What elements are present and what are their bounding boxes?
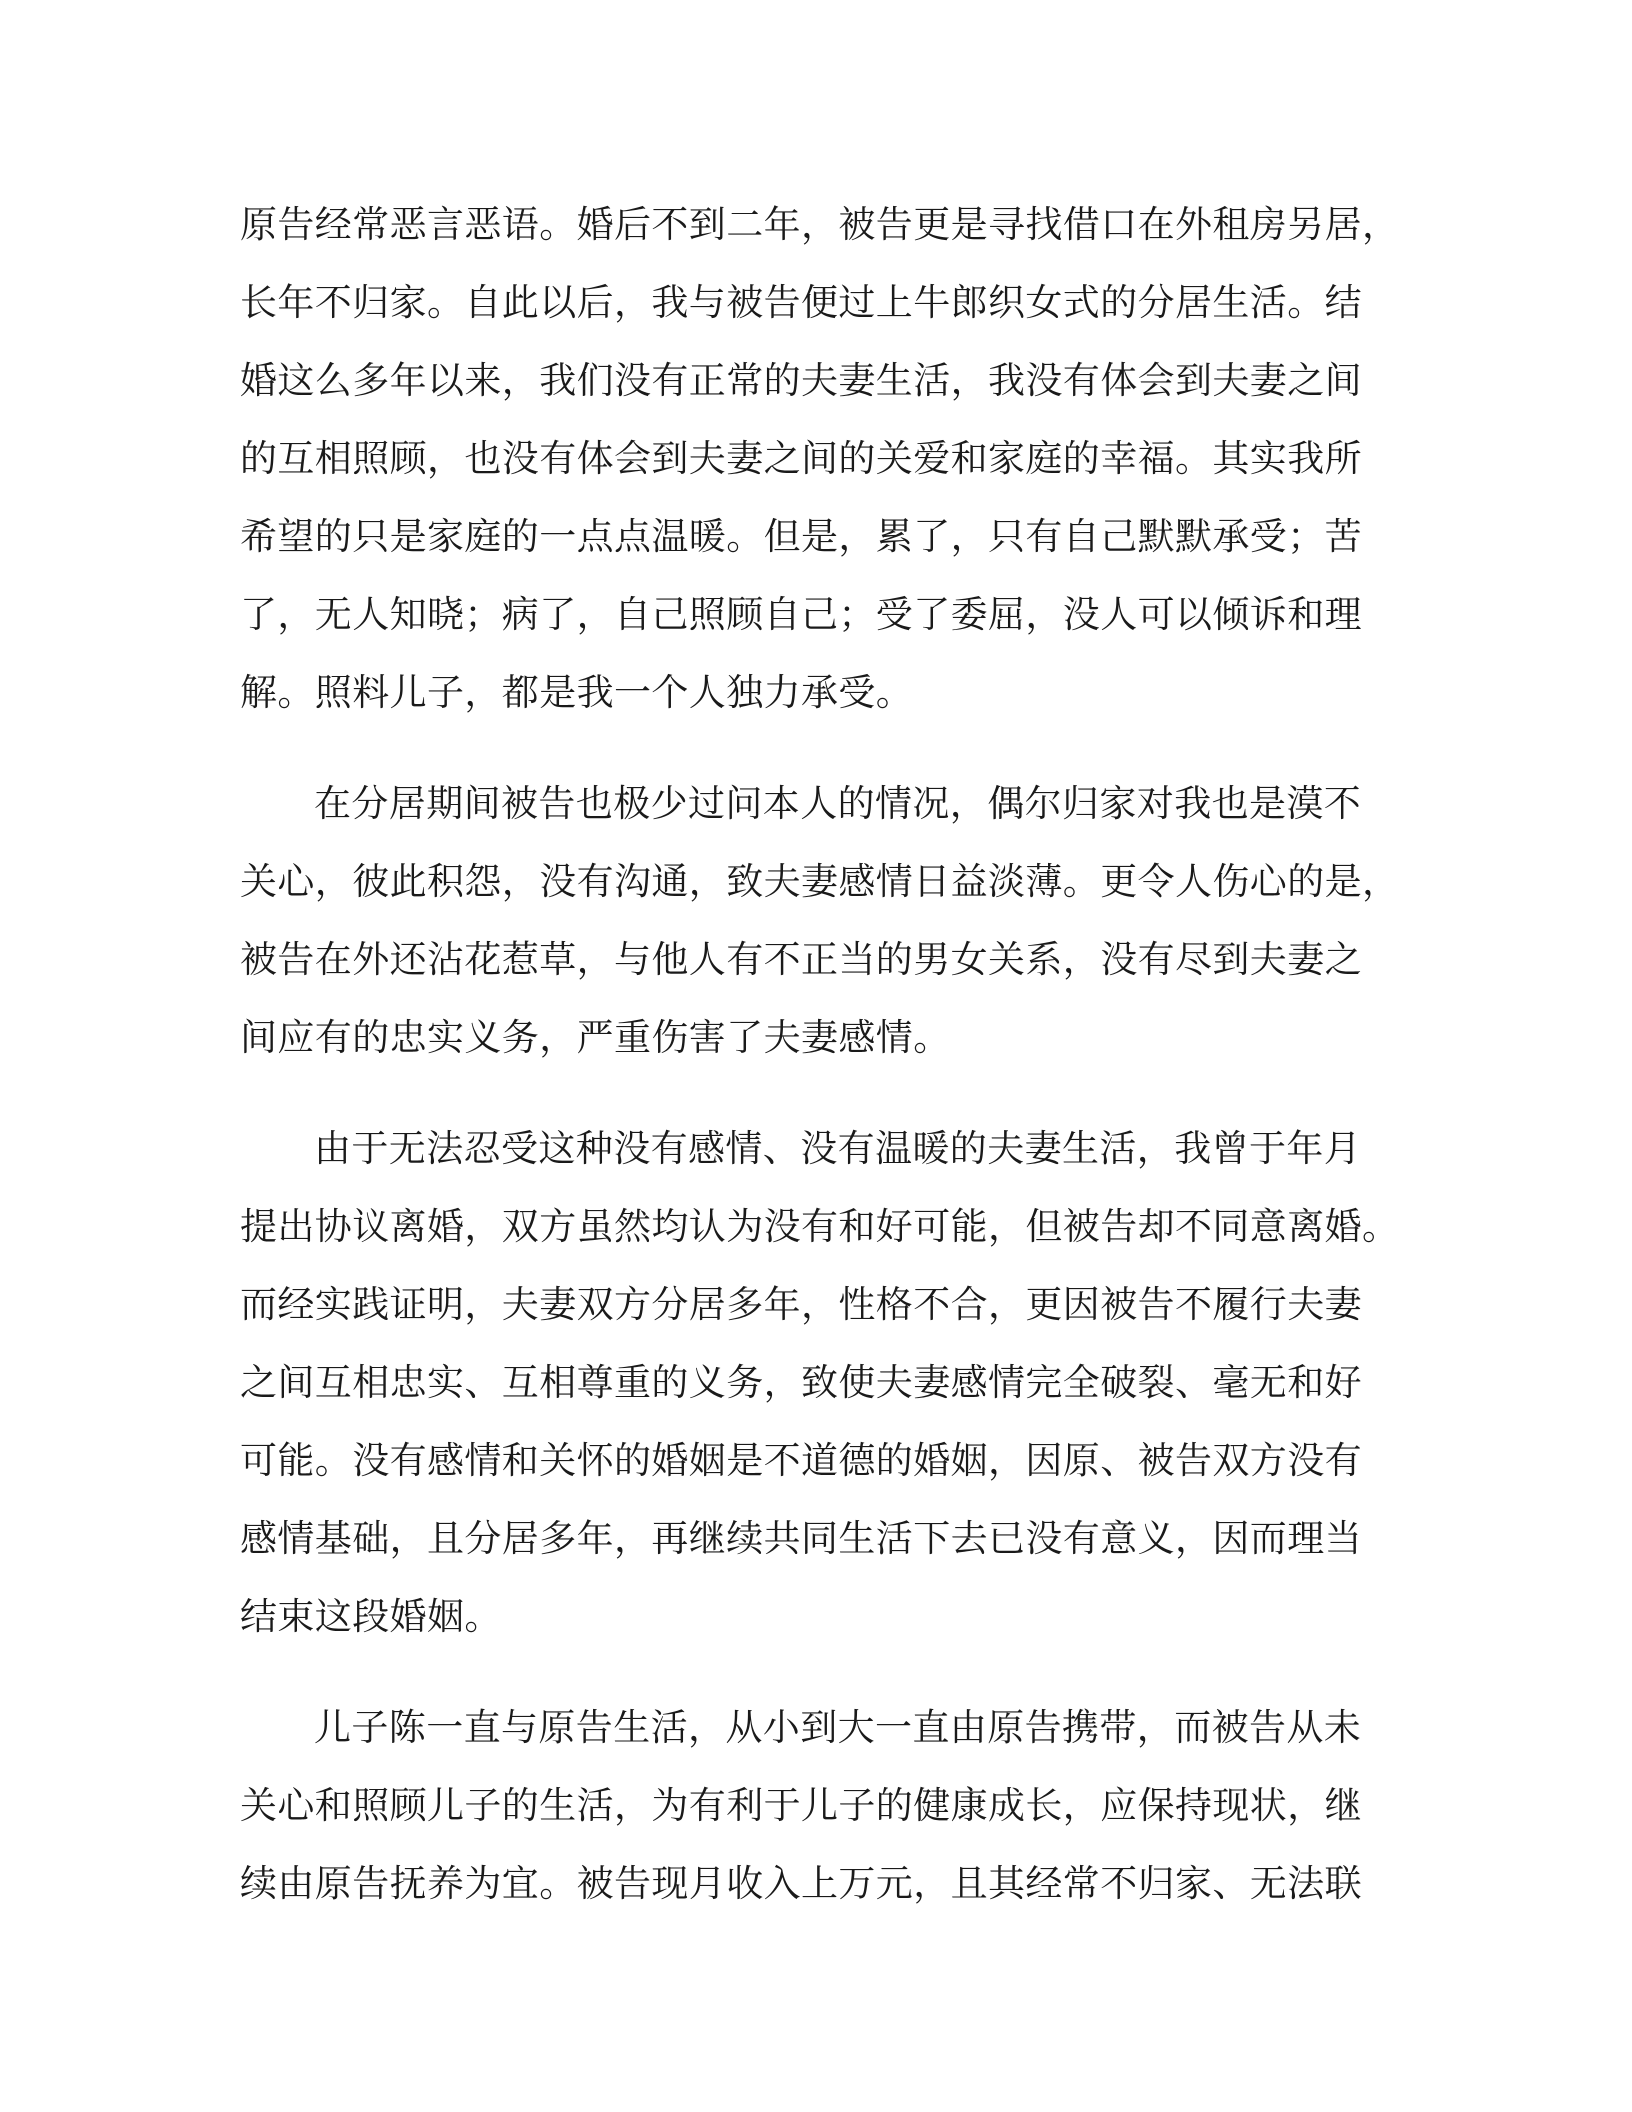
text-line: 的互相照顾，也没有体会到夫妻之间的关爱和家庭的幸福。其实我所 bbox=[240, 437, 1362, 480]
text-line: 提出协议离婚，双方虽然均认为没有和好可能，但被告却不同意离婚。 bbox=[240, 1205, 1400, 1248]
text-line: 长年不归家。自此以后，我与被告便过上牛郎织女式的分居生活。结 bbox=[240, 281, 1362, 324]
paragraph-2 bbox=[240, 765, 1400, 1077]
text-line: 间应有的忠实义务，严重伤害了夫妻感情。 bbox=[240, 1016, 951, 1059]
text-line: 被告在外还沾花惹草，与他人有不正当的男女关系，没有尽到夫妻之 bbox=[240, 938, 1362, 981]
text-line: 关心，彼此积怨，没有沟通，致夫妻感情日益淡薄。更令人伤心的是， bbox=[240, 860, 1400, 903]
text-line: 了，无人知晓；病了，自己照顾自己；受了委屈，没人可以倾诉和理 bbox=[240, 593, 1362, 636]
paragraph-3 bbox=[240, 1110, 1400, 1656]
text-line: 儿子陈一直与原告生活，从小到大一直由原告携带，而被告从未 bbox=[314, 1706, 1362, 1749]
text-line: 关心和照顾儿子的生活，为有利于儿子的健康成长，应保持现状，继 bbox=[240, 1784, 1362, 1827]
text-line: 解。照料儿子，都是我一个人独力承受。 bbox=[240, 671, 914, 714]
text-line: 婚这么多年以来，我们没有正常的夫妻生活，我没有体会到夫妻之间 bbox=[240, 359, 1362, 402]
paragraph-1 bbox=[240, 186, 1400, 732]
paragraph-spacer bbox=[240, 1077, 1390, 1110]
text-line: 由于无法忍受这种没有感情、没有温暖的夫妻生活，我曾于年月 bbox=[314, 1127, 1362, 1170]
paragraph-4 bbox=[240, 1689, 1390, 1923]
text-line: 可能。没有感情和关怀的婚姻是不道德的婚姻，因原、被告双方没有 bbox=[240, 1439, 1362, 1482]
text-line: 续由原告抚养为宜。被告现月收入上万元，且其经常不归家、无法联 bbox=[240, 1862, 1362, 1905]
text-line: 之间互相忠实、互相尊重的义务，致使夫妻感情完全破裂、毫无和好 bbox=[240, 1361, 1362, 1404]
text-line: 结束这段婚姻。 bbox=[240, 1595, 502, 1638]
text-line: 而经实践证明，夫妻双方分居多年，性格不合，更因被告不履行夫妻 bbox=[240, 1283, 1362, 1326]
paragraph-spacer bbox=[240, 1656, 1390, 1689]
document-page bbox=[240, 186, 1400, 1923]
text-line: 希望的只是家庭的一点点温暖。但是，累了，只有自己默默承受；苦 bbox=[240, 515, 1362, 558]
text-line: 原告经常恶言恶语。婚后不到二年，被告更是寻找借口在外租房另居， bbox=[240, 203, 1400, 246]
paragraph-spacer bbox=[240, 732, 1390, 765]
text-line: 在分居期间被告也极少过问本人的情况，偶尔归家对我也是漠不 bbox=[314, 782, 1362, 825]
text-line: 感情基础，且分居多年，再继续共同生活下去已没有意义，因而理当 bbox=[240, 1517, 1362, 1560]
